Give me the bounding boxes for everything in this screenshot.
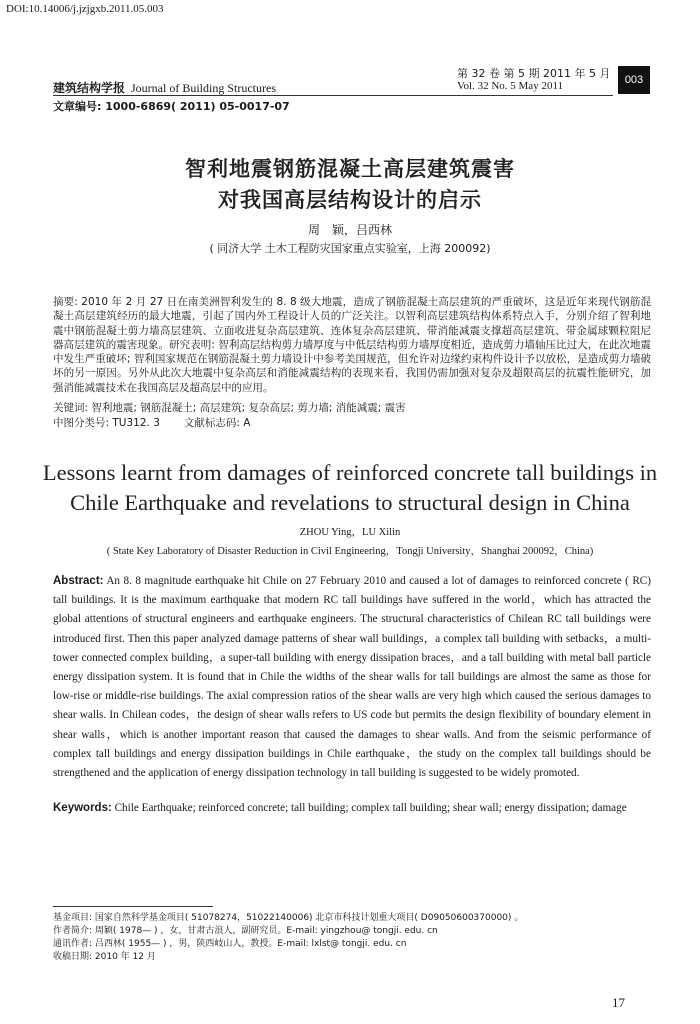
abstract-en-body: An 8. 8 magnitude earthquake hit Chile on 27 February 2010 and caused a lot of damages to reinforced concrete ( RC) tall buildings. It is the maximum earthquake that modern RC tall buildings have suffered in the world，which has attracted the global attentions of structural engineers and earthquake engineers. The structural characteristics of Chilean RC tall buildings were introduced first. Then this paper analyzed damage patterns of shear wall buildings，a complex tall building with setbacks，a multi-tower connected complex building，a super-tall building with energy dissipation braces，and a tall building with metal ball particle energy dissipation system. It is found that in Chile the widths of the shear walls for tall buildings are almost the same as those for low-rise or middle-rise buildings. The axial compression ratios of the shear walls are very high which caused the serious damages to shear walls. In Chilean codes，the design of shear walls refers to US code but permits the design flexibility of boundary element in shear walls，which is another important reason that caused the damages to shear walls. And from the seismic performance of complex tall buildings and energy dissipation buildings in Chile earthquake，the study on the complex tall buildings should be strengthened and the application of energy dissipation technology in tall building is suggested to be widely promoted. — [53, 575, 651, 780]
issue-info — [457, 67, 615, 93]
keywords-zh: 关键词: 智利地震; 钢筋混凝土; 高层建筑; 复杂高层; 剪力墙; 消能减震; 震害 — [53, 402, 406, 414]
doi-text: DOI:10.14006/j.jzjgxb.2011.05.003 — [6, 3, 164, 15]
authors-zh: 周 颖，吕西林 — [307, 223, 392, 237]
abstract-en — [53, 572, 651, 783]
footnote-author2: 通讯作者: 吕西林( 1955— ) ，男，陕西岐山人，教授。E-mail: lxlst@ tongji. edu. cn — [53, 939, 407, 949]
document-code: 文献标志码: A — [183, 417, 251, 429]
issue-info-en: Vol. 32 No. 5 May 2011 — [457, 80, 564, 92]
abstract-en-label: Abstract: — [53, 575, 104, 587]
keywords-en-body: Chile Earthquake; reinforced concrete; tall building; complex tall building; shear wall; energy dissipation; damage — [114, 802, 627, 814]
footnote-rule — [53, 906, 213, 907]
footnote-author1: 作者简介: 周颖( 1978— ) ，女，甘肃古浪人，副研究员。E-mail: yingzhou@ tongji. edu. cn — [53, 926, 438, 936]
article-badge: 003 — [618, 66, 650, 94]
title-zh-line1: 智利地震钢筋混凝土高层建筑震害 — [185, 157, 515, 181]
affiliation-zh: ( 同济大学 土木工程防灾国家重点实验室，上海 200092) — [209, 242, 491, 255]
title-zh-line2: 对我国高层结构设计的启示 — [218, 188, 482, 212]
title-en-line1: Lessons learnt from damages of reinforced concrete tall buildings in — [42, 460, 658, 485]
affiliation-en: ( State Key Laboratory of Disaster Reduction in Civil Engineering，Tongji University，Shanghai 200092，China) — [106, 546, 594, 557]
abstract-zh: 摘要: 2010 年 2 月 27 日在南美洲智利发生的 8. 8 级大地震，造成了钢筋混凝土高层建筑的严重破坏，这是近年来现代钢筋混凝土高层建筑经历的最大地震，引起了国内外工程设计人员的广泛关注。以智利高层建筑结构体系特点入手，分别介绍了智利地震中钢筋混凝土剪力墙高层建筑、立面收进复杂高层建筑、连体复杂高层建筑、带消能减震支撑超高层建筑、带金属球颗粒阻尼器高层建筑的震害现象。研究表明: 智利高层结构剪力墙厚度与中低层结构剪力墙厚度相近，造成剪力墙轴压比过大，在此次地震中发生严重破坏; 智利国家规范在钢筋混凝土剪力墙设计中参考美国规范，但允许对边缘约束构件设计予以放松，是造成剪力墙破坏的另一原因。另外从此次大地震中复杂高层和消能减震结构的表现来看，我国仍需加强对复杂及超限高层的抗震性能研究，加强消能减震技术在我国高层及超高层中的应用。 — [53, 296, 651, 394]
journal-header — [53, 79, 276, 96]
article-number: 文章编号: 1000-6869( 2011) 05-0017-07 — [53, 100, 290, 113]
issue-info-zh: 第 32 卷 第 5 期 2011 年 5 月 — [457, 67, 611, 80]
journal-name-zh: 建筑结构学报 — [53, 81, 126, 95]
keywords-en-label: Keywords: — [53, 802, 112, 814]
journal-name-en: Journal of Building Structures — [131, 81, 276, 95]
footnote-received: 收稿日期: 2010 年 12 月 — [53, 952, 156, 962]
clc-number: 中图分类号: TU312. 3 — [53, 417, 160, 429]
footnote-fund: 基金项目: 国家自然科学基金项目( 51078274，51022140006) 北京市科技计划重大项目( D09050600370000) 。 — [53, 913, 524, 923]
classification-line — [53, 416, 250, 430]
title-en-line2: Chile Earthquake and revelations to structural design in China — [70, 490, 630, 515]
keywords-en — [53, 799, 651, 818]
page-number: 17 — [612, 995, 625, 1010]
authors-en: ZHOU Ying，LU Xilin — [299, 527, 401, 538]
header-rule — [53, 95, 613, 96]
